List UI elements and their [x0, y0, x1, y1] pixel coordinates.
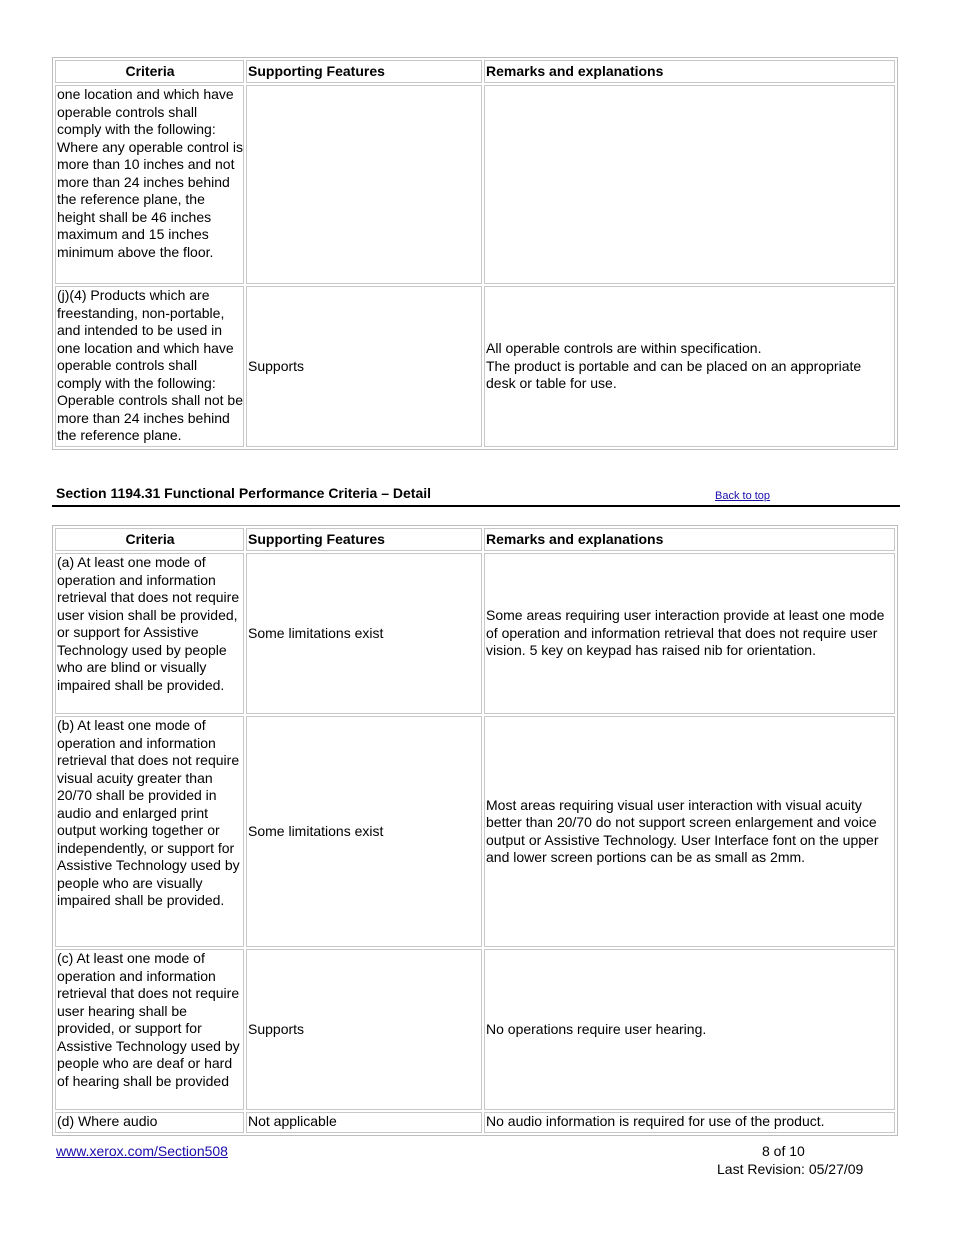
remarks-cell	[484, 286, 895, 447]
remarks-header: Remarks and explanations	[484, 528, 895, 551]
criteria-header: Criteria	[55, 60, 244, 83]
criteria-cell: (a) At least one mode of operation and information retrieval that does not require user vision shall be provided, or support for Assistive Technology used by people who are blind or visually impaired shall be provided.	[55, 553, 244, 714]
criteria-cell: (d) Where audio	[55, 1112, 244, 1133]
table-header-row	[55, 528, 895, 551]
table-row	[55, 85, 895, 284]
last-revision: Last Revision: 05/27/09	[717, 1161, 864, 1177]
supporting-cell: Some limitations exist	[246, 553, 482, 714]
criteria-cell: (j)(4) Products which are freestanding, non-portable, and intended to be used in one location and which have operable controls shall comply with the following: Operable controls shall not be more than 24 inches behind the reference plane.	[55, 286, 244, 447]
remarks-cell	[484, 85, 895, 284]
remarks-line: All operable controls are within specification.	[486, 340, 762, 357]
page-number: 8 of 10	[762, 1143, 805, 1159]
section-divider	[52, 505, 900, 507]
criteria-cell: (c) At least one mode of operation and information retrieval that does not require user hearing shall be provided, or support for Assistive Technology used by people who are deaf or hard of hearing shall be provided	[55, 949, 244, 1110]
criteria-cell: one location and which have operable controls shall comply with the following: Where any operable control is more than 10 inches and not more than 24 inches behind the reference plane, the height shall be 46 inches maximum and 15 inches minimum above the floor.	[55, 85, 244, 284]
table-row	[55, 286, 895, 447]
remarks-line: The product is portable and can be placed on an appropriate desk or table for use.	[486, 357, 862, 392]
supporting-cell: Supports	[246, 949, 482, 1110]
supporting-cell	[246, 85, 482, 284]
criteria-header: Criteria	[55, 528, 244, 551]
criteria-table-continued	[52, 57, 898, 450]
table-row	[55, 716, 895, 947]
criteria-cell: (b) At least one mode of operation and information retrieval that does not require visual acuity greater than 20/70 shall be provided in audio and enlarged print output working together or independently, or support for Assistive Technology used by people who are visually impaired shall be provided.	[55, 716, 244, 947]
back-to-top-link[interactable]: Back to top	[715, 490, 771, 502]
remarks-cell: No audio information is required for use of the product.	[484, 1112, 895, 1133]
table-header-row	[55, 60, 895, 83]
table-row	[55, 949, 895, 1110]
section508-link[interactable]: www.xerox.com/Section508	[56, 1143, 228, 1159]
functional-performance-table	[52, 525, 898, 1136]
remarks-cell: Some areas requiring user interaction provide at least one mode of operation and information retrieval that does not require user vision. 5 key on keypad has raised nib for orientation.	[484, 553, 895, 714]
supporting-features-header: Supporting Features	[246, 60, 482, 83]
supporting-features-header: Supporting Features	[246, 528, 482, 551]
table-row	[55, 553, 895, 714]
remarks-header: Remarks and explanations	[484, 60, 895, 83]
section-heading: Section 1194.31 Functional Performance Criteria – Detail	[56, 485, 432, 501]
table-row	[55, 1112, 895, 1133]
remarks-cell: Most areas requiring visual user interaction with visual acuity better than 20/70 do not support screen enlargement and voice output or Assistive Technology. User Interface font on the upper and lower screen portions can be as small as 2mm.	[484, 716, 895, 947]
remarks-cell: No operations require user hearing.	[484, 949, 895, 1110]
supporting-cell: Supports	[246, 286, 482, 447]
supporting-cell: Some limitations exist	[246, 716, 482, 947]
supporting-cell: Not applicable	[246, 1112, 482, 1133]
